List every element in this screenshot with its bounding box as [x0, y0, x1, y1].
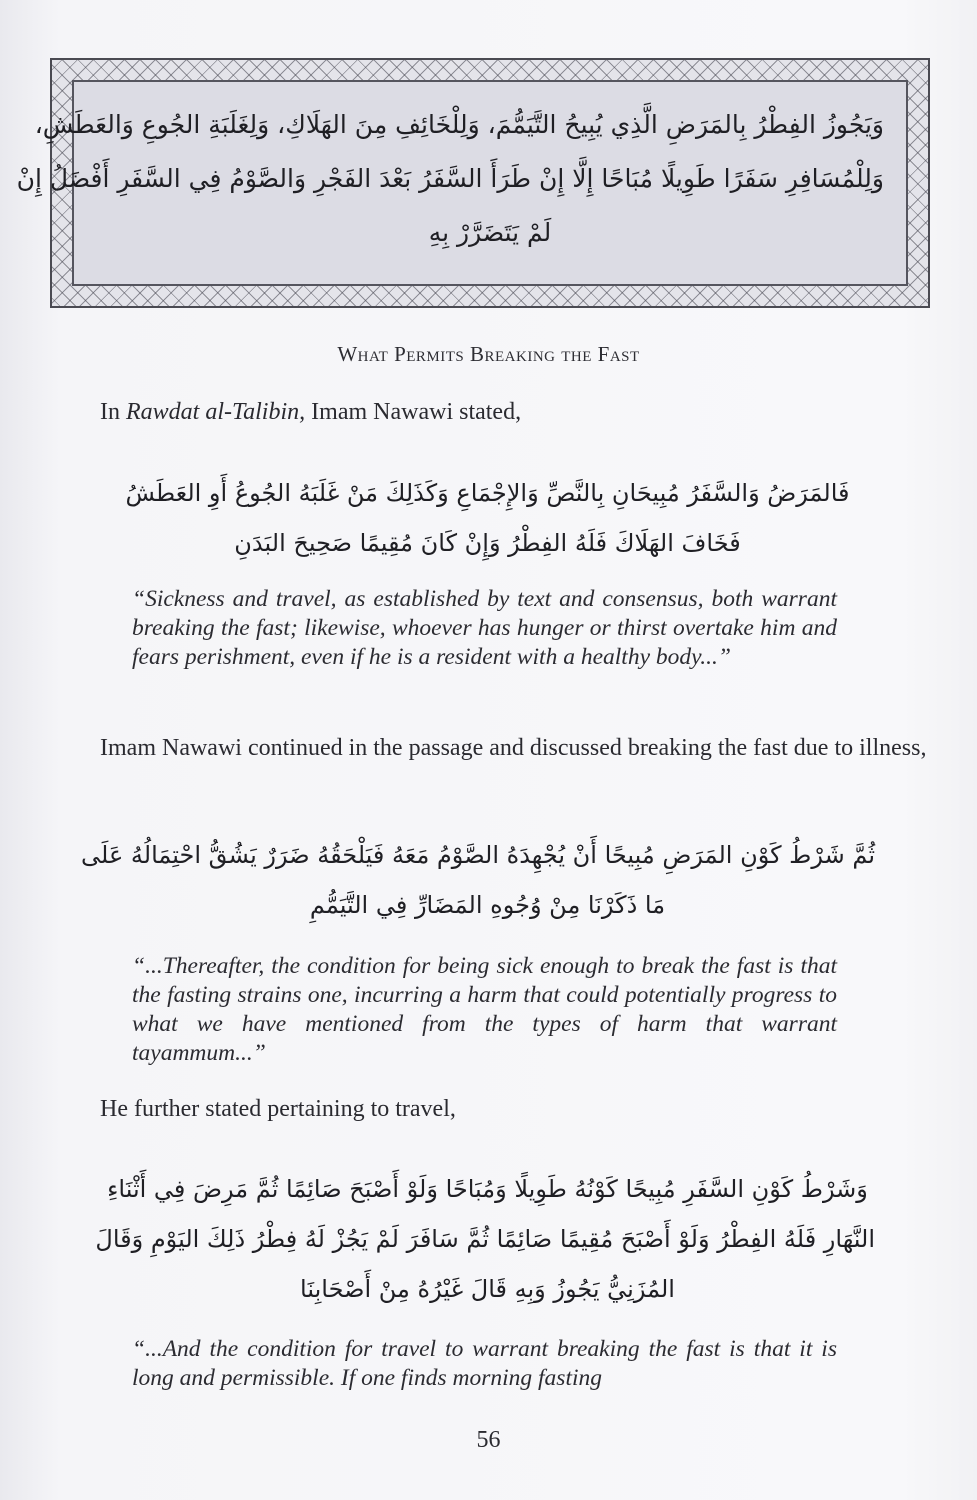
paragraph-travel: He further stated pertaining to travel,: [100, 1096, 456, 1122]
paragraph-intro-suffix: Imam Nawawi stated,: [305, 399, 522, 425]
matn-line-2: وَلِلْمُسَافِرِ سَفَرًا طَوِيلًا مُبَاحًا إِلَّا إِنْ طَرَأَ السَّفَرُ بَعْدَ الفَجْرِ وَالصَّوْمُ فِي السَّفَرِ أَفْضَلُ إِنْ: [16, 164, 884, 193]
arabic-quote-3-line-3: المُزَنِيُّ يَجُوزُ وَبِهِ قَالَ غَيْرُهُ مِنْ أَصْحَابِنَا: [300, 1275, 675, 1303]
paragraph-intro-prefix: In: [100, 399, 126, 425]
arabic-quote-2-line-2: مَا ذَكَرْنَا مِنْ وُجُوهِ المَضَارِّ فِي التَّيَمُّمِ: [309, 891, 666, 919]
section-heading: What Permits Breaking the Fast: [337, 342, 640, 366]
arabic-quote-3-line-2: النَّهَارِ فَلَهُ الفِطْرُ وَلَوْ أَصْبَحَ مُقِيمًا صَائِمًا ثُمَّ سَافَرَ لَمْ يَجُزْ لَهُ فِطْرُ ذَلِكَ اليَوْمِ وَقَالَ: [95, 1225, 875, 1253]
matn-line-1: وَيَجُوزُ الفِطْرُ بِالمَرَضِ الَّذِي يُبِيحُ التَّيَمُّمَ، وَلِلْخَائِفِ مِنَ الهَلَاكِ، وَلِغَلَبَةِ الجُوعِ وَالعَطَشِ،: [34, 110, 884, 139]
arabic-quote-2: [81, 830, 875, 930]
matn-line-3: لَمْ يَتَضَرَّرْ بِهِ: [428, 218, 552, 247]
paragraph-illness: Imam Nawawi continued in the passage and discussed breaking the fast due to illness,: [100, 735, 927, 761]
arabic-quote-1-line-1: فَالمَرَضُ وَالسَّفَرُ مُبِيحَانِ بِالنَّصِّ وَالإِجْمَاعِ وَكَذَلِكَ مَنْ غَلَبَهُ الجُوعُ أَوِ العَطَشُ: [125, 479, 850, 507]
page-number: 56: [476, 1427, 501, 1453]
translation-quote-2: “...Thereafter, the condition for being sick enough to break the fast is that the fasting strains one, incurring a harm that could potentially progress to what we have mentioned from the types of harm that warrant tayammum...”: [132, 953, 837, 1066]
arabic-quote-1-line-2: فَخَافَ الهَلَاكَ فَلَهُ الفِطْرُ وَإِنْ كَانَ مُقِيمًا صَحِيحَ البَدَنِ: [234, 529, 741, 557]
translation-quote-3: “...And the condition for travel to warrant breaking the fast is that it is long and permissible. If one finds morning fasting: [132, 1336, 837, 1391]
arabic-quote-2-line-1: ثُمَّ شَرْطُ كَوْنِ المَرَضِ مُبِيحًا أَنْ يُجْهِدَهُ الصَّوْمُ مَعَهُ فَيَلْحَقُهُ ضَرَرٌ يَشُقُّ احْتِمَالُهُ عَلَى: [81, 841, 875, 869]
paragraph-intro: [100, 397, 930, 428]
book-title: Rawdat al-Talibin,: [126, 399, 306, 425]
matn-text-box: [16, 80, 908, 286]
arabic-quote-3: [95, 1164, 875, 1314]
ornamental-frame: [16, 58, 930, 308]
arabic-quote-1: [100, 468, 875, 568]
translation-quote-1: “Sickness and travel, as established by text and consensus, both warrant breaking the fast; likewise, whoever has hunger or thirst overtake him and fears perishment, even if he is a resident with a healthy body...”: [132, 586, 837, 670]
arabic-quote-3-line-1: وَشَرْطُ كَوْنِ السَّفَرِ مُبِيحًا كَوْنُهُ طَوِيلًا وَمُبَاحًا وَلَوْ أَصْبَحَ صَائِمًا ثُمَّ مَرِضَ فِي أَثْنَاءِ: [107, 1175, 868, 1203]
